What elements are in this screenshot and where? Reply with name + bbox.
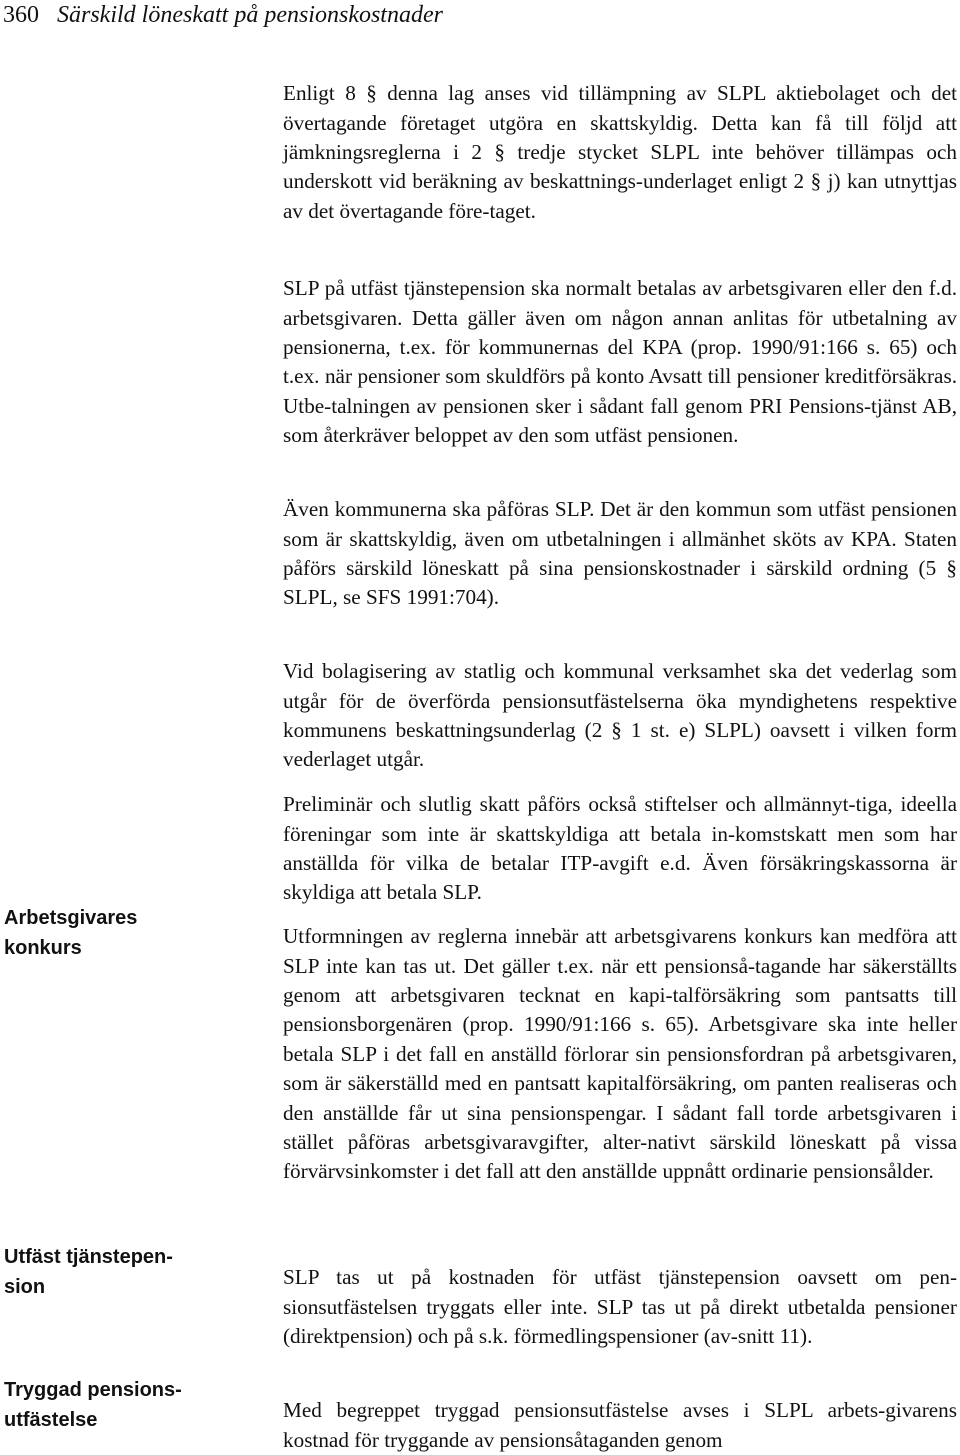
side-heading-promised-pension: Utfäst tjänstepen-sion [4,1246,173,1298]
paragraph-5: Preliminär och slutlig skatt påförs också stiftelser och allmännyt-tiga, ideella föreningar som inte är skattskyldiga att betala in-komstskatt men som har anställda för vilka de betalar ITP-avgift e.d. Även försäkringskassorna är skyldiga att betala SLP. [283,792,957,905]
paragraph-3: Även kommunerna ska påföras SLP. Det är den kommun som utfäst pensionen som är skattskyldig, även om utbetalningen i allmänhet sköts av KPA. Staten påförs särskild löneskatt på sina pensionskostnader i särskild ordning (5 § SLPL, se SFS 1991:704). [283,497,957,610]
running-title: Särskild löneskatt på pensionskostnader [57,2,443,28]
running-header [3,0,443,30]
side-heading-secured-pension: Tryggad pensions-utfästelse [4,1379,182,1431]
side-heading-employer-bankruptcy: Arbetsgivares konkurs [4,907,138,959]
page-number: 360 [3,2,39,28]
paragraph-8: Med begreppet tryggad pensionsutfästelse avses i SLPL arbets-givarens kostnad för tryggande av pensionsåtaganden genom [283,1398,957,1452]
paragraph-1: Enligt 8 § denna lag anses vid tillämpning av SLPL aktiebolaget och det övertagande företaget utgöra en skattskyldig. Detta kan få till följd att jämkningsreglerna i 2 § tredje stycket SLPL inte behöver tillämpas och underskott vid beräkning av beskattnings-underlaget enligt 2 § j) kan utnyttjas av det övertagande före-taget. [283,81,957,223]
paragraph-7: SLP tas ut på kostnaden för utfäst tjänstepension oavsett om pen-sionsutfästelsen tryggats eller inte. SLP tas ut på direkt utbetalda pensioner (direktpension) och på s.k. förmedlingspensioner (av-snitt 11). [283,1265,957,1348]
paragraph-2: SLP på utfäst tjänstepension ska normalt betalas av arbetsgivaren eller den f.d. arbetsgivaren. Detta gäller även om någon annan anlitas för utbetalning av pensionerna, t.ex. för kommunernas del KPA (prop. 1990/91:166 s. 65) och t.ex. när pensioner som skuldförs på konto Avsatt till pensioner kreditförsäkras. Utbe-talningen av pensionen sker i sådant fall genom PRI Pensions-tjänst AB, som återkräver beloppet av den som utfäst pensionen. [283,276,957,448]
paragraph-6: Utformningen av reglerna innebär att arbetsgivarens konkurs kan medföra att SLP inte kan tas ut. Det gäller t.ex. när ett pensionså-tagande har säkerställts genom att arbetsgivaren tecknat en kapi-talförsäkring som pantsatts till pensionsborgenären (prop. 1990/91:166 s. 65). Arbetsgivare ska inte heller betala SLP i det fall en anställd förlorar sin pensionsfordran på arbetsgivaren, som är säkerställd med en pantsatt kapitalförsäkring, om panten realiseras och den anställde får ut sina pensionspengar. I sådant fall torde arbetsgivaren i stället påföras arbetsgivaravgifter, alter-nativt särskild löneskatt på vissa förvärvsinkomster i det fall att den anställde uppnått ordinarie pensionsålder. [283,924,957,1184]
paragraph-4: Vid bolagisering av statlig och kommunal verksamhet ska det vederlag som utgår för de överförda pensionsutfästelserna öka myndighetens respektive kommunens beskattningsunderlag (2 § 1 st. e) SLPL) oavsett i vilken form vederlaget utgår. [283,659,957,772]
